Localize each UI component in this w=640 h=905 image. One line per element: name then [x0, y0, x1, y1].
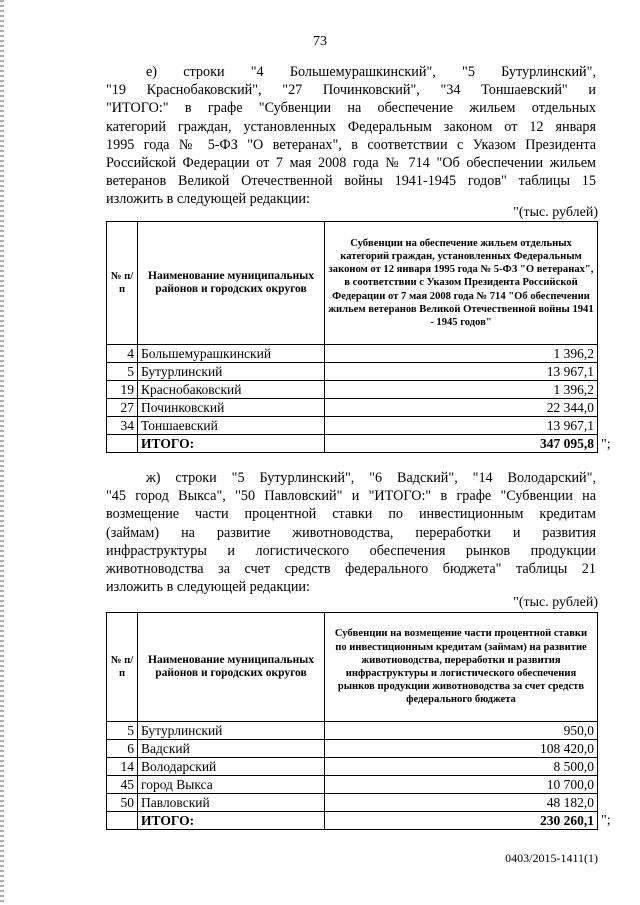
table-15 [106, 221, 598, 453]
paragraph-line: изложить в следующей редакции: [106, 579, 310, 596]
table-row [107, 345, 598, 363]
table-row [107, 363, 598, 381]
total-label: ИТОГО: [138, 435, 325, 453]
row-num: 14 [107, 758, 138, 776]
paragraph-line: инфраструктуры и логистического обеспечения рынков продукции [106, 542, 596, 559]
row-name: Бутурлинский [138, 722, 325, 740]
row-value: 8 500,0 [325, 758, 598, 776]
paragraph-line: возмещение части процентной ставки по инвестиционным кредитам [106, 506, 596, 523]
paragraph-line: категорий граждан, установленных Федеральным законом от 12 января [106, 118, 596, 135]
table-row [107, 794, 598, 812]
scan-edge-artifact [0, 0, 4, 905]
paragraph-line: ж) строки "5 Бутурлинский", "6 Вадский", "14 Володарский", [146, 470, 596, 486]
row-name: Тоншаевский [138, 417, 325, 435]
row-num: 19 [107, 381, 138, 399]
table-row [107, 399, 598, 417]
page-number: 73 [313, 34, 327, 49]
row-name: Краснобаковский [138, 381, 325, 399]
row-num: 27 [107, 399, 138, 417]
row-value: 1 396,2 [325, 345, 598, 363]
closing-quote: "; [601, 437, 611, 452]
paragraph-line: "ИТОГО:" в графе "Субвенции на обеспечение жильем отдельных [106, 100, 596, 117]
section-zh-paragraph [106, 469, 596, 596]
table-row [107, 381, 598, 399]
total-num-cell [107, 812, 138, 830]
closing-quote: "; [601, 813, 611, 828]
paragraph-line: "45 город Выкса", "50 Павловский" и "ИТОГО:" в графе "Субвенции на [106, 488, 596, 505]
row-value: 108 420,0 [325, 740, 598, 758]
units-label: "(тыс. рублей) [513, 205, 598, 220]
paragraph-line: 1995 года № 5-ФЗ "О ветеранах", в соответствии с Указом Президента [106, 136, 596, 153]
section-e-paragraph [106, 63, 596, 209]
row-value: 13 967,1 [325, 363, 598, 381]
total-label: ИТОГО: [138, 812, 325, 830]
table-21 [106, 612, 598, 830]
row-value: 950,0 [325, 722, 598, 740]
row-name: Починковский [138, 399, 325, 417]
row-value: 48 182,0 [325, 794, 598, 812]
paragraph-line: животноводства за счет средств федерального бюджета" таблицы 21 [106, 561, 596, 578]
row-name: Павловский [138, 794, 325, 812]
row-num: 34 [107, 417, 138, 435]
units-label: "(тыс. рублей) [513, 595, 598, 610]
row-num: 45 [107, 776, 138, 794]
table-row [107, 740, 598, 758]
header-name: Наименование муниципальных районов и городских округов [138, 613, 325, 722]
row-name: Володарский [138, 758, 325, 776]
total-value: 230 260,1 [325, 812, 598, 830]
paragraph-line: изложить в следующей редакции: [106, 191, 310, 208]
header-value: Субвенции на возмещение части процентной ставки по инвестиционным кредитам (займам) на развитие животноводства, переработки и развития инфраструктуры и логистического обеспечения рынков продукции животноводства за счет средств федерального бюджета [325, 613, 598, 722]
table-row [107, 758, 598, 776]
header-value: Субвенции на обеспечение жильем отдельных категорий граждан, установленных Федеральным законом от 12 января 1995 года № 5-ФЗ "О ветеранах", в соответствии с Указом Президента Российской Федерации от 7 мая 2008 года № 714 "Об обеспечении жильем ветеранов Великой Отечественной войны 1941 - 1945 годов" [325, 222, 598, 345]
total-num-cell [107, 435, 138, 453]
row-value: 13 967,1 [325, 417, 598, 435]
row-num: 6 [107, 740, 138, 758]
paragraph-line: ветеранов Великой Отечественной войны 1941-1945 годов" таблицы 15 [106, 173, 596, 190]
table-row [107, 776, 598, 794]
row-num: 5 [107, 722, 138, 740]
row-num: 4 [107, 345, 138, 363]
paragraph-line: е) строки "4 Большемурашкинский", "5 Бутурлинский", [146, 64, 596, 80]
paragraph-line: (займам) на развитие животноводства, переработки и развития [106, 524, 596, 541]
document-code: 0403/2015-1411(1) [505, 851, 598, 865]
total-row [107, 435, 598, 453]
row-name: город Выкса [138, 776, 325, 794]
row-name: Большемурашкинский [138, 345, 325, 363]
header-name: Наименование муниципальных районов и городских округов [138, 222, 325, 345]
row-value: 10 700,0 [325, 776, 598, 794]
paragraph-line: Российской Федерации от 7 мая 2008 года № 714 "Об обеспечении жильем [106, 155, 596, 172]
table-row [107, 417, 598, 435]
header-num: № п/п [107, 222, 138, 345]
row-value: 22 344,0 [325, 399, 598, 417]
header-num: № п/п [107, 613, 138, 722]
row-num: 50 [107, 794, 138, 812]
total-row [107, 812, 598, 830]
table-row [107, 722, 598, 740]
row-value: 1 396,2 [325, 381, 598, 399]
total-value: 347 095,8 [325, 435, 598, 453]
row-name: Вадский [138, 740, 325, 758]
row-name: Бутурлинский [138, 363, 325, 381]
row-num: 5 [107, 363, 138, 381]
paragraph-line: "19 Краснобаковский", "27 Починковский", "34 Тоншаевский" и [106, 82, 596, 99]
